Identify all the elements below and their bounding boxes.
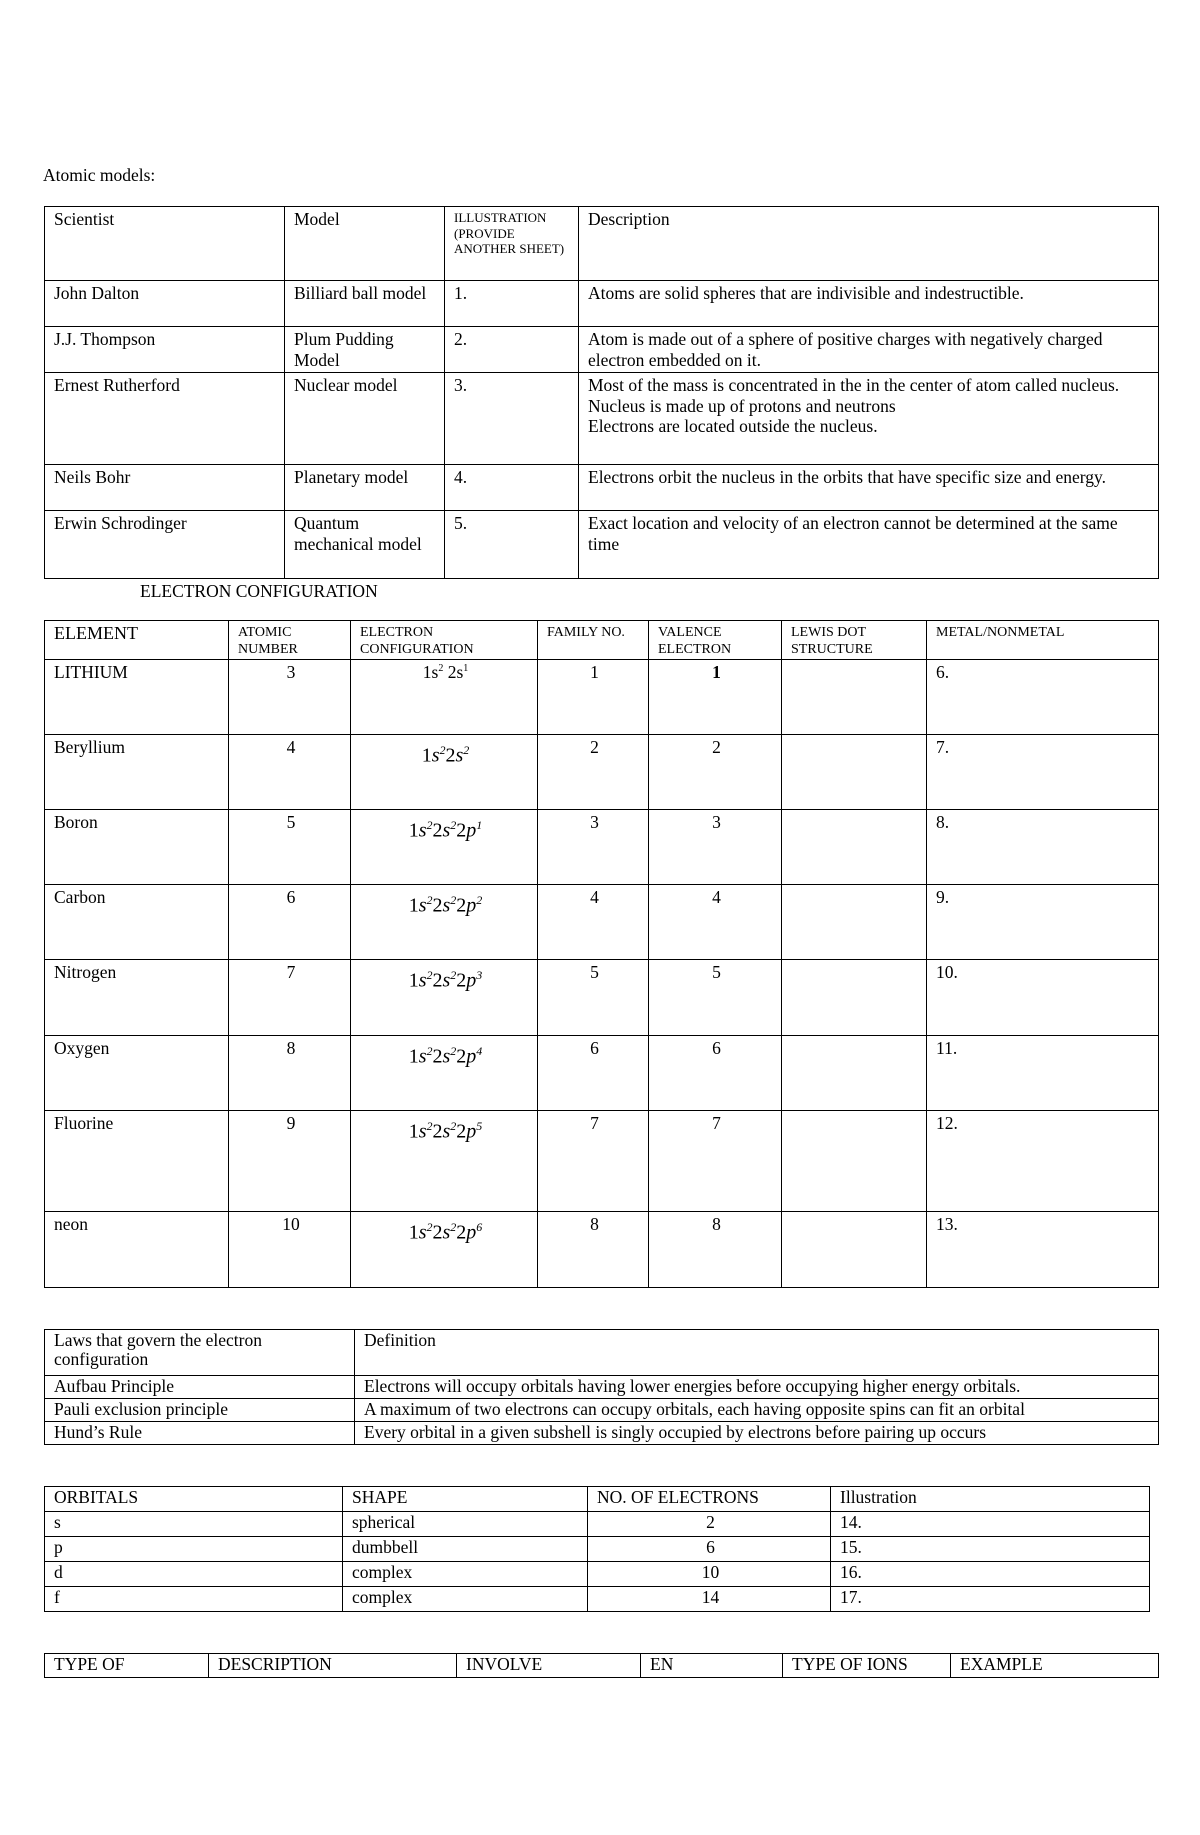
orbital-cell: s [45, 1512, 343, 1537]
table-row [45, 1035, 1159, 1110]
col-header-electrons: NO. OF ELECTRONS [588, 1487, 831, 1512]
table-row [45, 1211, 1159, 1287]
element-cell: neon [45, 1211, 229, 1287]
table-row [45, 1110, 1159, 1211]
shape-cell: complex [343, 1562, 588, 1587]
definition-cell: Electrons will occupy orbitals having lower energies before occupying higher energy orbitals. [355, 1376, 1159, 1399]
lewis-cell [782, 959, 927, 1035]
table-row [45, 659, 1159, 734]
description-line: Electrons are located outside the nucleus. [588, 416, 878, 437]
family-cell: 7 [538, 1110, 649, 1211]
illustration-cell: 16. [831, 1562, 1150, 1587]
element-cell: Beryllium [45, 734, 229, 809]
col-header-en: EN [641, 1654, 783, 1678]
bond-types-table [44, 1653, 1159, 1678]
table-row [45, 511, 1159, 579]
metal-cell: 7. [927, 734, 1159, 809]
law-cell: Hund’s Rule [45, 1422, 355, 1445]
config-cell: $1s^22s^22p^1$ [351, 809, 538, 884]
orbital-cell: f [45, 1587, 343, 1612]
col-header-metal-nonmetal: METAL/NONMETAL [927, 621, 1159, 660]
definition-cell: Every orbital in a given subshell is singly occupied by electrons before pairing up occurs [355, 1422, 1159, 1445]
table-row [45, 1587, 1150, 1612]
table-header-row [45, 1487, 1150, 1512]
metal-cell: 13. [927, 1211, 1159, 1287]
description-line: Nucleus is made up of protons and neutrons [588, 395, 896, 416]
orbital-cell: p [45, 1537, 343, 1562]
table-row [45, 281, 1159, 327]
col-header-valence-electron: VALENCE ELECTRON [649, 621, 782, 660]
illustration-cell: 15. [831, 1537, 1150, 1562]
definition-cell: A maximum of two electrons can occupy orbitals, each having opposite spins can fit an orbital [355, 1399, 1159, 1422]
col-header-shape: SHAPE [343, 1487, 588, 1512]
table-row [45, 1537, 1150, 1562]
description-cell: Exact location and velocity of an electron cannot be determined at the same time [579, 511, 1159, 579]
model-cell: Plum Pudding Model [285, 327, 445, 373]
element-cell: Nitrogen [45, 959, 229, 1035]
shape-cell: complex [343, 1587, 588, 1612]
illustration-cell: 17. [831, 1587, 1150, 1612]
description-cell: Electrons orbit the nucleus in the orbits that have specific size and energy. [579, 465, 1159, 511]
description-line: Most of the mass is concentrated in the in the center of atom called nucleus. [588, 375, 1120, 395]
electrons-cell: 2 [588, 1512, 831, 1537]
illustration-cell: 5. [445, 511, 579, 579]
table-row [45, 1376, 1159, 1399]
atomic-number-cell: 7 [229, 959, 351, 1035]
family-cell: 3 [538, 809, 649, 884]
shape-cell: dumbbell [343, 1537, 588, 1562]
table-header-row [45, 1330, 1159, 1376]
atomic-models-heading: Atomic models: [43, 165, 156, 185]
col-header-family-no: FAMILY NO. [538, 621, 649, 660]
metal-cell: 8. [927, 809, 1159, 884]
config-cell: $1s^22s^22p^6$ [351, 1211, 538, 1287]
col-header-involve: INVOLVE [457, 1654, 641, 1678]
atomic-number-cell: 5 [229, 809, 351, 884]
scientist-cell: Neils Bohr [45, 465, 285, 511]
table-row [45, 809, 1159, 884]
description-cell: Atom is made out of a sphere of positive charges with negatively charged electron embedded on it. [579, 327, 1159, 373]
col-header-example: EXAMPLE [951, 1654, 1159, 1678]
valence-cell: 8 [649, 1211, 782, 1287]
col-header-lewis-dot: LEWIS DOT STRUCTURE [782, 621, 927, 660]
description-cell [579, 373, 1159, 465]
col-header-definition: Definition [355, 1330, 1159, 1376]
family-cell: 5 [538, 959, 649, 1035]
atomic-models-table [44, 206, 1159, 579]
electron-configuration-table [44, 620, 1159, 1288]
col-header-laws: Laws that govern the electron configuration [45, 1330, 355, 1376]
scientist-cell: Ernest Rutherford [45, 373, 285, 465]
scientist-cell: John Dalton [45, 281, 285, 327]
element-cell: Boron [45, 809, 229, 884]
atomic-number-cell: 6 [229, 884, 351, 959]
atomic-number-cell: 4 [229, 734, 351, 809]
col-header-element: ELEMENT [45, 621, 229, 660]
electrons-cell: 10 [588, 1562, 831, 1587]
illustration-cell: 4. [445, 465, 579, 511]
element-cell: Oxygen [45, 1035, 229, 1110]
scientist-cell: J.J. Thompson [45, 327, 285, 373]
table-row [45, 1399, 1159, 1422]
config-cell: $1s^22s^22p^3$ [351, 959, 538, 1035]
config-cell: $1s^22s^22p^2$ [351, 884, 538, 959]
config-cell: $1s^22s^22p^4$ [351, 1035, 538, 1110]
config-cell: $1s^2$ $2s^1$ [351, 659, 538, 734]
law-cell: Aufbau Principle [45, 1376, 355, 1399]
col-header-type-of-ions: TYPE OF IONS [783, 1654, 951, 1678]
lewis-cell [782, 659, 927, 734]
family-cell: 2 [538, 734, 649, 809]
col-header-description: DESCRIPTION [209, 1654, 457, 1678]
electrons-cell: 14 [588, 1587, 831, 1612]
table-row [45, 1512, 1150, 1537]
lewis-cell [782, 809, 927, 884]
config-cell: $1s^22s^2$ [351, 734, 538, 809]
description-cell: Atoms are solid spheres that are indivisible and indestructible. [579, 281, 1159, 327]
valence-cell: 6 [649, 1035, 782, 1110]
config-cell: $1s^22s^22p^5$ [351, 1110, 538, 1211]
metal-cell: 11. [927, 1035, 1159, 1110]
col-header-description: Description [579, 207, 1159, 281]
table-row [45, 959, 1159, 1035]
valence-cell: 4 [649, 884, 782, 959]
atomic-number-cell: 10 [229, 1211, 351, 1287]
table-header-row [45, 1654, 1159, 1678]
table-row [45, 1422, 1159, 1445]
electrons-cell: 6 [588, 1537, 831, 1562]
table-header-row [45, 207, 1159, 281]
element-cell: Carbon [45, 884, 229, 959]
valence-cell: 7 [649, 1110, 782, 1211]
family-cell: 1 [538, 659, 649, 734]
valence-cell: 1 [649, 659, 782, 734]
electron-configuration-heading: ELECTRON CONFIGURATION [140, 581, 378, 601]
scientist-cell: Erwin Schrodinger [45, 511, 285, 579]
laws-table [44, 1329, 1159, 1445]
metal-cell: 12. [927, 1110, 1159, 1211]
family-cell: 4 [538, 884, 649, 959]
col-header-illustration: ILLUSTRATION (PROVIDE ANOTHER SHEET) [445, 207, 579, 281]
orbital-cell: d [45, 1562, 343, 1587]
metal-cell: 10. [927, 959, 1159, 1035]
metal-cell: 6. [927, 659, 1159, 734]
atomic-number-cell: 3 [229, 659, 351, 734]
illustration-cell: 2. [445, 327, 579, 373]
illustration-cell: 14. [831, 1512, 1150, 1537]
model-cell: Planetary model [285, 465, 445, 511]
col-header-electron-configuration: ELECTRON CONFIGURATION [351, 621, 538, 660]
col-header-illustration: Illustration [831, 1487, 1150, 1512]
col-header-atomic-number: ATOMIC NUMBER [229, 621, 351, 660]
element-cell: Fluorine [45, 1110, 229, 1211]
law-cell: Pauli exclusion principle [45, 1399, 355, 1422]
col-header-scientist: Scientist [45, 207, 285, 281]
family-cell: 6 [538, 1035, 649, 1110]
table-row [45, 465, 1159, 511]
col-header-model: Model [285, 207, 445, 281]
model-cell: Billiard ball model [285, 281, 445, 327]
family-cell: 8 [538, 1211, 649, 1287]
atomic-number-cell: 9 [229, 1110, 351, 1211]
lewis-cell [782, 884, 927, 959]
table-header-row [45, 621, 1159, 660]
metal-cell: 9. [927, 884, 1159, 959]
table-row [45, 373, 1159, 465]
lewis-cell [782, 1110, 927, 1211]
lewis-cell [782, 734, 927, 809]
element-cell: LITHIUM [45, 659, 229, 734]
lewis-cell [782, 1211, 927, 1287]
orbitals-table [44, 1486, 1150, 1612]
valence-cell: 5 [649, 959, 782, 1035]
valence-cell: 2 [649, 734, 782, 809]
col-header-orbitals: ORBITALS [45, 1487, 343, 1512]
illustration-cell: 1. [445, 281, 579, 327]
illustration-cell: 3. [445, 373, 579, 465]
lewis-cell [782, 1035, 927, 1110]
table-row [45, 327, 1159, 373]
table-row [45, 734, 1159, 809]
model-cell: Quantum mechanical model [285, 511, 445, 579]
model-cell: Nuclear model [285, 373, 445, 465]
table-row [45, 884, 1159, 959]
atomic-number-cell: 8 [229, 1035, 351, 1110]
shape-cell: spherical [343, 1512, 588, 1537]
valence-cell: 3 [649, 809, 782, 884]
col-header-type-of: TYPE OF [45, 1654, 209, 1678]
table-row [45, 1562, 1150, 1587]
